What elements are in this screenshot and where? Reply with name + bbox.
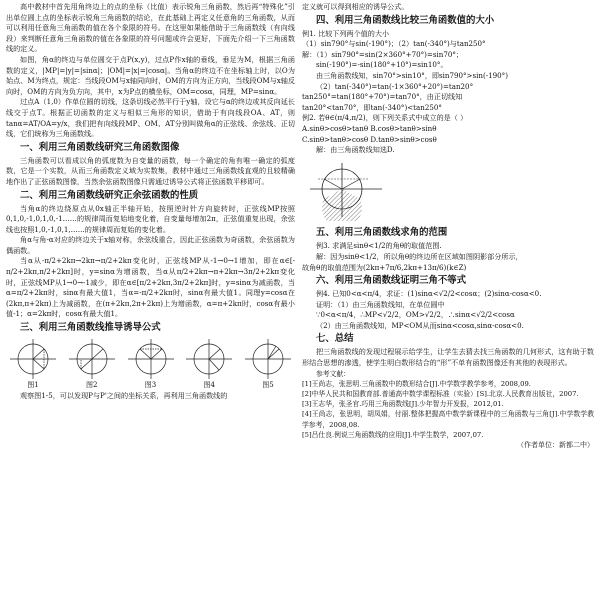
example-1-answer-line-2: sin(-190°)=-sin(180°+10°)=sin10°。 <box>316 60 448 70</box>
section-2-paragraph-1: 当角α的终边绕原点从0x轴正半轴开始，按照逆时针方向旋转时，正弦线MP按照0,1,0,-1,0,1,0,-1……的规律周而复始地变化着，自变量每增加2π，正弦值重复出现，余弦线也按照1,0,-1,0,1,……的规律周而复始的变化着。 <box>6 203 295 234</box>
unit-circle-diagram-3 <box>126 337 176 381</box>
references <box>302 369 594 440</box>
right-column <box>302 2 594 451</box>
figure-2-caption: 图2 <box>86 381 98 390</box>
example-4-proof-1: 证明：（1）由三角函数线知，在单位圆中 <box>316 299 445 309</box>
left-column <box>6 2 295 402</box>
figure-4-caption: 图4 <box>203 381 215 390</box>
reference-item: [3]王志华，张圣官.巧用三角函数线[J].少年智力开发报，2012,01. <box>302 400 504 409</box>
example-2-answer: 解：由三角函数线知选D. <box>316 145 395 155</box>
figure-5-caption: 图5 <box>262 381 274 390</box>
author-affiliation: （作者单位：新都二中） <box>517 441 594 450</box>
example-1-heading: 例1. 比较下列两个值的大小 <box>302 28 390 38</box>
example-1-answer-line-4: （2）tan(-340°)=tan(-1×360°+20°)=tan20° <box>316 81 474 91</box>
continued-paragraph: 定义就可以得到相应的诱导公式。 <box>302 2 409 11</box>
example-3-solution: 解：因为sinθ<1/2，所以角θ的终边所在区域如图阴影部分所示， <box>316 251 523 261</box>
intro-paragraph-3: 过点A（1,0）作单位圆的切线，这条切线必然平行于y轴，设它与α的终边或其反向延长线交于点T。根据正切函数的定义与相似三角形的知识，借助于有向线段OA、AT，则tanα=AT/OA=y/x，我们把有向线段MP、OM、AT分别叫做角α的正弦线、余弦线、正切线，它们统称为三角函数线。 <box>6 97 295 139</box>
unit-circle-figures <box>6 337 295 390</box>
example-2-options-ab: A.sinθ>cosθ>tanθ B.cosθ>tanθ>sinθ <box>302 123 437 133</box>
example-4-proof-3: （2）由三角函数线知，MP<OM从而sinα<cosα,sinα-cosα<0. <box>316 320 524 330</box>
figure-3-caption: 图3 <box>144 381 157 390</box>
example-4-proof-2: ∵0<α<π/4，∴MP<√2/2，OM>√2/2，∴sinα<√2/2<cosα <box>316 310 515 320</box>
section-1-heading: 一、利用三角函数线研究三角函数图像 <box>20 141 180 153</box>
example-4-heading: 例4. 已知0<α<π/4，求证：(1)sinα<√2/2<cosα；(2)sinα-cosα<0. <box>316 289 542 299</box>
figure-2 <box>65 337 119 390</box>
reference-item: [1]王尚志，张思明.三角函数中的数形结合[J].中学数学教学参考，2008,09. <box>302 379 531 388</box>
figure-3 <box>124 337 178 390</box>
sine-region-diagram <box>302 159 392 221</box>
section-2-paragraph-2: 角α与角-α对应的终边关于x轴对称，余弦线重合，因此正弦函数为奇函数，余弦函数为偶函数。 <box>6 235 295 255</box>
section-4-heading: 四、利用三角函数线比较三角函数值的大小 <box>316 14 495 26</box>
reference-item: [5]吕仕良.例说三角函数线的应用[J].中学生数学，2007,07. <box>302 430 484 439</box>
unit-circle-diagram-1 <box>8 337 58 381</box>
example-1-answer-line-6: tan20°<tan70°，即tan(-340°)<tan250° <box>302 102 442 112</box>
section-7-heading: 七、总结 <box>316 333 354 345</box>
example-3-heading: 例3. 求满足sinθ<1/2的角θ的取值范围. <box>316 241 442 251</box>
unit-circle-diagram-5 <box>243 337 293 381</box>
example-1-answer-line-3: 由三角函数线知，sin70°>sin10°，即sin790°>sin(-190°) <box>316 70 508 80</box>
section-3-paragraph: 观察图1-5，可以发现P与P'之间的坐标关系，再利用三角函数线的 <box>20 391 228 401</box>
intro-paragraph-1: 高中教材中首先用角终边上的点的坐标（比值）表示锐角三角函数，然后再“特殊化”引出单位圆上点的坐标表示锐角三角函数的结论，在此基础上再定义任意角的三角函数，从而可以利用任意角三角函数的值在各个象限的符号。在这里如果能借助于三角函数线（有向线段）来判断任意角三角函数的值在各象限的符号问题或许会更好，下面先介绍一下三角函数线的定义。 <box>6 2 295 54</box>
unit-circle-diagram-4 <box>184 337 234 381</box>
figure-4 <box>182 337 236 390</box>
example-1-answer-line-1: 解：（1）sin790°=sin(2×360°+70°)=sin70°； <box>302 49 464 59</box>
section-1-paragraph: 三角函数可以看成以角的弧度数为自变量的函数，每一个确定的角有唯一确定的弧度数，它是一个实数，从而三角函数定义域为实数集，教材中通过三角函数线直观的且较精确地作出了正弦函数图像，当然余弦函数图像只需通过诱导公式将正弦函数平移即可。 <box>6 155 295 186</box>
section-5-heading: 五、利用三角函数线求角的范围 <box>316 227 448 239</box>
intro-paragraph-2: 如图，角α的终边与单位圆交于点P(x,y)，过点P作x轴的垂线，垂足为M，根据三角函数的定义，|MP|=|y|=|sinα|；|OM|=|x|=|cosα|。当角α的终边不在坐标轴上时，以O为始点、M为终点，规定：当线段OM与x轴同向时，OM的方向为正方向，当线段OM与x轴反向时，OM的方向为负方向，其中，x为P点的横坐标，OM=cosα，同理，MP=sinα。 <box>6 54 295 96</box>
references-heading: 参考文献： <box>316 369 350 378</box>
shaded-region-figure <box>302 159 594 225</box>
reference-item: [4]王尚志，张思明，胡凤娟，付丽.整体把握高中数学新课程中的三角函数与三角[J].中学数学教学参考，2008,08. <box>302 410 594 429</box>
figure-5 <box>241 337 295 390</box>
example-2-options-cd: C.sinθ>tanθ>cosθ D.tanθ>sinθ>cosθ <box>302 134 437 144</box>
figure-1-caption: 图1 <box>27 381 39 390</box>
example-3-solution-range: 故角θ的取值范围为(2kπ+7π/6,2kπ+13π/6)(k∈Z) <box>302 262 467 272</box>
summary-paragraph: 把三角函数线的发现过程展示给学生，让学生去猜去找三角函数的几何形式，这有助于数形结合思想的渗透，使学生明白数形结合的“形”不单有函数图像还有其他的表现形式。 <box>302 347 594 368</box>
figure-1 <box>6 337 60 390</box>
reference-item: [2]中华人民共和国教育部.普通高中数学课程标准（实验）[S].北京.人民教育出版社，2007. <box>302 390 579 399</box>
unit-circle-diagram-2 <box>67 337 117 381</box>
section-6-heading: 六、利用三角函数线证明三角不等式 <box>316 275 467 287</box>
example-2-heading: 例2. 若θ∈(π/4,π/2)，则下列关系式中成立的是（ ） <box>302 113 468 123</box>
example-1-question: （1）sin790°与sin(-190°)；（2）tan(-340°)与tan250° <box>302 39 486 49</box>
section-2-heading: 二、利用三角函数线研究正余弦函数的性质 <box>20 189 199 201</box>
section-3-heading: 三、利用三角函数线推导诱导公式 <box>20 322 161 334</box>
example-1-answer-line-5: tan250°=tan(180°+70°)=tan70°，由正切线知 <box>302 92 463 102</box>
section-2-paragraph-3: 当α从-π/2+2kπ→2kπ→π/2+2kπ变化时，正弦线MP从-1→0→1增加，即在α∈[-π/2+2kπ,π/2+2kπ]时，y=sinα为增函数，当α从π/2+2kπ→π+2kπ→3π/2+2kπ变化时，正弦线MP从1→0→-1减少，即在α∈[π/2+2kπ,3π/2+2kπ]时，y=sinα为减函数，当α=π/2+2kπ时，sinα有最大值1，当α=-π/2+2kπ时，sinα有最大值1。同理y=cosα在(2kπ,π+2kπ)上为减函数，在(π+2kπ,2π+2kπ)上为增函数，α=π+2kπ时，cosα有最小值-1；α=2kπ时，cosα有最大值1。 <box>6 256 295 319</box>
